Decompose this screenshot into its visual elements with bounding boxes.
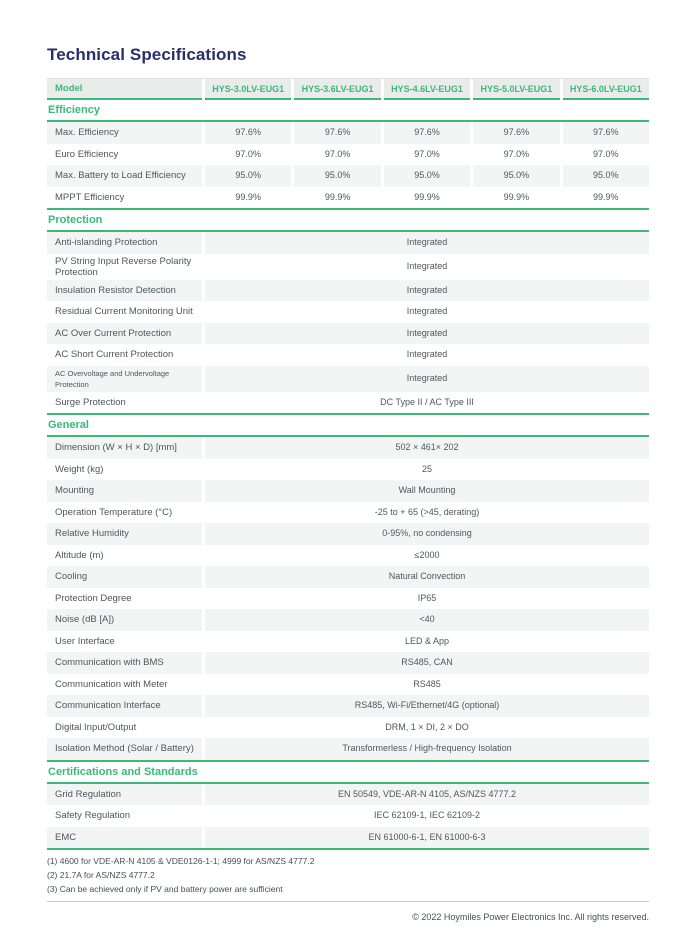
section-title: Certifications and Standards xyxy=(47,762,649,784)
row-label: MPPT Efficiency xyxy=(55,191,125,203)
row-label: Residual Current Monitoring Unit xyxy=(55,306,193,318)
table-row xyxy=(47,652,649,674)
row-value-span: LED & App xyxy=(404,635,450,646)
row-label: Protection Degree xyxy=(55,592,132,604)
row-label: Euro Efficiency xyxy=(55,148,119,160)
row-label: Isolation Method (Solar / Battery) xyxy=(47,738,202,760)
row-value: 99.9% xyxy=(414,191,440,202)
section xyxy=(47,415,649,762)
row-value: 99.9% xyxy=(324,191,351,202)
table-row xyxy=(47,437,649,459)
row-value: 97.0% xyxy=(503,148,530,159)
table-row xyxy=(47,827,649,849)
row-label: AC Over Current Protection xyxy=(47,323,202,345)
table-row xyxy=(47,301,649,323)
row-value-span: Integrated xyxy=(205,280,649,302)
row-label: Noise (dB [A]) xyxy=(47,609,202,631)
row-value-span: Natural Convection xyxy=(205,566,649,588)
row-value-span: RS485, CAN xyxy=(205,652,649,674)
table-row xyxy=(47,392,649,414)
table-row xyxy=(47,459,649,481)
row-value: 99.9% xyxy=(593,191,619,202)
row-value-span: Integrated xyxy=(205,232,649,254)
row-value-span: Integrated xyxy=(205,366,649,392)
table-row xyxy=(47,609,649,631)
row-value: 97.0% xyxy=(324,148,351,159)
table-row xyxy=(47,187,649,209)
row-value-span: Transformerless / High-frequency Isolation xyxy=(205,738,649,760)
row-value: 99.9% xyxy=(235,191,261,202)
row-label: EMC xyxy=(47,827,202,849)
row-label: Surge Protection xyxy=(55,396,126,408)
table-row xyxy=(47,480,649,502)
row-label: Communication with BMS xyxy=(47,652,202,674)
row-label: Relative Humidity xyxy=(47,523,202,545)
row-value-span: EN 61000-6-1, EN 61000-6-3 xyxy=(205,827,649,849)
footnotes xyxy=(47,854,649,896)
section-rows xyxy=(47,437,649,760)
footnote: (3) Can be achieved only if PV and battery power are sufficient xyxy=(47,884,283,894)
row-label: Dimension (W × H × D) [mm] xyxy=(47,437,202,459)
row-value-span: RS485 xyxy=(413,678,441,689)
row-value: 97.6% xyxy=(294,122,380,144)
row-label: Operation Temperature (°C) xyxy=(55,506,173,518)
row-value-span: IP65 xyxy=(417,592,437,603)
row-value-span: Integrated xyxy=(406,261,448,271)
row-value: 97.0% xyxy=(414,148,440,159)
row-value: 97.0% xyxy=(235,148,261,159)
section-rows xyxy=(47,122,649,208)
row-label: Communication with Meter xyxy=(55,678,168,690)
row-value: 97.6% xyxy=(563,122,649,144)
table-row xyxy=(47,566,649,588)
row-label: Mounting xyxy=(47,480,202,502)
row-value-span: Integrated xyxy=(406,349,448,360)
table-row xyxy=(47,717,649,739)
row-value-span: DC Type II / AC Type III xyxy=(380,396,474,407)
table-row xyxy=(47,344,649,366)
table-row xyxy=(47,323,649,345)
row-value-span: IEC 62109-1, IEC 62109-2 xyxy=(373,810,481,821)
row-label: Max. Battery to Load Efficiency xyxy=(47,165,202,187)
row-label: Cooling xyxy=(47,566,202,588)
footnote: (1) 4600 for VDE-AR-N 4105 & VDE0126-1-1; 4999 for AS/NZS 4777.2 xyxy=(47,856,315,866)
section xyxy=(47,210,649,415)
row-value-span: EN 50549, VDE-AR-N 4105, AS/NZS 4777.2 xyxy=(205,784,649,806)
row-label: PV String Input Reverse Polarity Protection xyxy=(55,255,192,278)
table-row xyxy=(47,695,649,717)
row-value-span: ≤2000 xyxy=(414,549,440,560)
model-column-header: HYS-3.0LV-EUG1 xyxy=(205,79,291,100)
section-rows xyxy=(47,232,649,413)
table-row xyxy=(47,280,649,302)
table-row xyxy=(47,784,649,806)
footnote: (2) 21.7A for AS/NZS 4777.2 xyxy=(47,870,155,880)
footer-copyright: © 2022 Hoymiles Power Electronics Inc. All rights reserved. xyxy=(412,912,649,922)
row-value-span: <40 xyxy=(205,609,649,631)
footer-divider xyxy=(47,901,649,902)
row-value: 95.0% xyxy=(384,165,470,187)
row-value: 95.0% xyxy=(294,165,380,187)
row-label: Weight (kg) xyxy=(55,463,104,475)
row-label: Insulation Resistor Detection xyxy=(47,280,202,302)
table-row xyxy=(47,232,649,254)
row-label: Digital Input/Output xyxy=(55,721,137,733)
row-value-span: 0-95%, no condensing xyxy=(205,523,649,545)
row-value-span: 25 xyxy=(421,463,432,474)
row-label: Altitude (m) xyxy=(55,549,104,561)
model-column-header: HYS-6.0LV-EUG1 xyxy=(563,79,649,100)
spec-table-sections xyxy=(47,100,649,850)
table-row xyxy=(47,738,649,760)
row-label: Communication Interface xyxy=(47,695,202,717)
row-value-span: Wall Mounting xyxy=(205,480,649,502)
row-label: Safety Regulation xyxy=(55,810,130,822)
table-row xyxy=(47,254,649,280)
row-value: 97.6% xyxy=(384,122,470,144)
table-row xyxy=(47,588,649,610)
row-label: AC Short Current Protection xyxy=(55,349,174,361)
row-value-span: -25 to + 65 (>45, derating) xyxy=(374,506,480,517)
section-title: Protection xyxy=(47,210,649,232)
section xyxy=(47,762,649,851)
row-value-span: Integrated xyxy=(406,306,448,317)
row-value-span: Integrated xyxy=(205,323,649,345)
row-value: 95.0% xyxy=(473,165,559,187)
table-row xyxy=(47,165,649,187)
model-column-header: HYS-3.6LV-EUG1 xyxy=(294,79,380,100)
row-label: Anti-islanding Protection xyxy=(47,232,202,254)
row-value: 97.6% xyxy=(473,122,559,144)
table-row xyxy=(47,122,649,144)
spec-table xyxy=(47,78,649,850)
row-value-span: DRM, 1 × DI, 2 × DO xyxy=(385,721,469,732)
section-rows xyxy=(47,784,649,849)
row-value: 95.0% xyxy=(205,165,291,187)
table-row xyxy=(47,523,649,545)
row-value: 99.9% xyxy=(503,191,530,202)
table-row xyxy=(47,502,649,524)
model-header-cell: Model xyxy=(47,79,202,100)
table-row xyxy=(47,545,649,567)
section-title: Efficiency xyxy=(47,100,649,122)
model-column-header: HYS-4.6LV-EUG1 xyxy=(384,79,470,100)
table-row xyxy=(47,144,649,166)
table-row xyxy=(47,674,649,696)
page-title: Technical Specifications xyxy=(47,45,247,64)
table-row xyxy=(47,366,649,392)
section xyxy=(47,100,649,210)
row-label: User Interface xyxy=(55,635,115,647)
table-row xyxy=(47,805,649,827)
row-value: 95.0% xyxy=(563,165,649,187)
model-column-header: HYS-5.0LV-EUG1 xyxy=(473,79,559,100)
row-value-span: 502 × 461× 202 xyxy=(205,437,649,459)
row-value: 97.6% xyxy=(205,122,291,144)
table-row xyxy=(47,631,649,653)
row-label: Grid Regulation xyxy=(47,784,202,806)
row-value: 97.0% xyxy=(593,148,619,159)
table-header-row xyxy=(47,78,649,100)
row-label: AC Overvoltage and Undervoltage Protection xyxy=(47,366,202,392)
section-title: General xyxy=(47,415,649,437)
row-value-span: RS485, Wi-Fi/Ethernet/4G (optional) xyxy=(205,695,649,717)
row-label: Max. Efficiency xyxy=(47,122,202,144)
